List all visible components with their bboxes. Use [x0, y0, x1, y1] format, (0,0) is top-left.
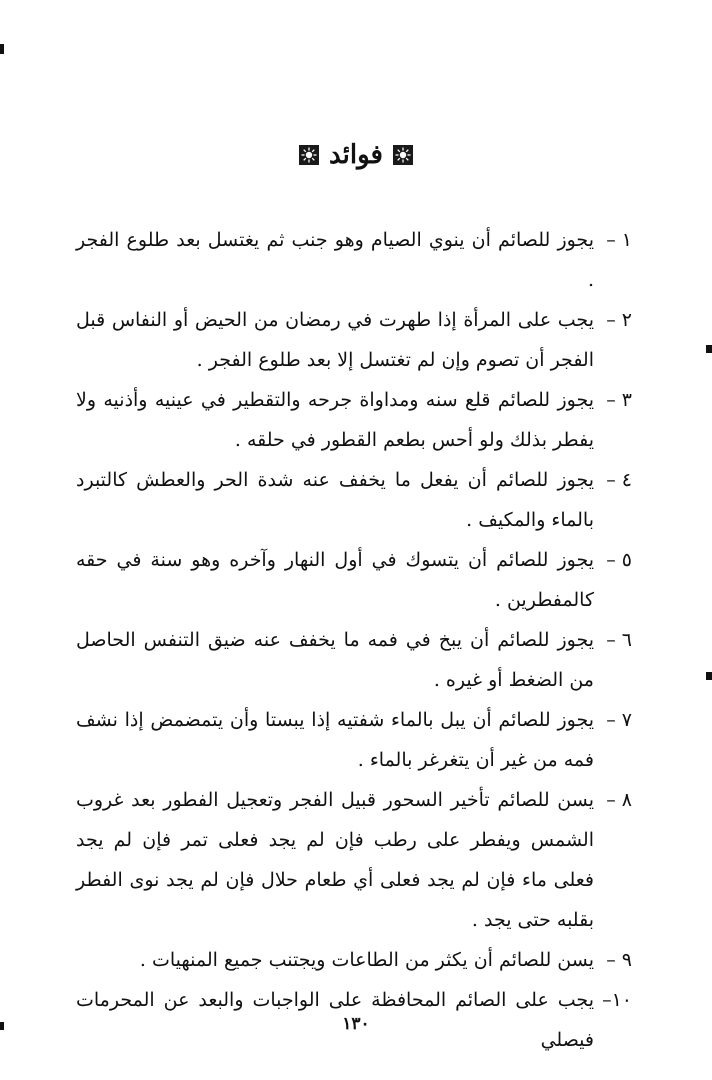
item-number: ٥ –: [606, 549, 632, 571]
list-item: [76, 780, 632, 940]
list-item: [76, 460, 632, 540]
page-number: ١٣٠: [342, 1014, 370, 1034]
list-item: [76, 620, 632, 700]
item-number: ٩ –: [606, 949, 632, 971]
item-number: ٨ –: [606, 789, 632, 811]
item-number: ١٠–: [602, 989, 632, 1011]
item-text: يجوز للصائم أن يبل بالماء شفتيه إذا يبستا وأن يتمضمض إذا نشف فمه من غير أن يتغرغر بالماء .: [76, 709, 594, 771]
sun-in-box-icon: [299, 145, 319, 165]
title-text: فوائد: [329, 140, 383, 170]
item-number: ٢ –: [606, 309, 632, 331]
item-text: يجب على الصائم المحافظة على الواجبات والبعد عن المحرمات فيصلي: [76, 989, 594, 1051]
item-text: يسن للصائم تأخير السحور قبيل الفجر وتعجيل الفطور بعد غروب الشمس ويفطر على رطب فإن لم يجد فعلى تمر فإن لم يجد فعلى ماء فإن لم يجد فعلى أي طعام حلال فإن لم يجد نوى الفطر بقلبه حتى يجد .: [76, 789, 594, 931]
list-item: [76, 220, 632, 300]
page-title: [0, 140, 712, 170]
list-item: [76, 940, 632, 980]
scan-mark-top-left: [0, 44, 4, 54]
item-text: يسن للصائم أن يكثر من الطاعات ويجتنب جميع المنهيات .: [139, 949, 594, 971]
item-text: يجوز للصائم أن ينوي الصيام وهو جنب ثم يغتسل بعد طلوع الفجر .: [76, 229, 594, 291]
item-text: يجوز للصائم أن يتسوك في أول النهار وآخره وهو سنة في حقه كالمفطرين .: [76, 549, 594, 611]
list-item: [76, 540, 632, 620]
item-number: ١ –: [606, 229, 632, 251]
list-item: [76, 700, 632, 780]
sun-in-box-icon: [393, 145, 413, 165]
item-text: يجب على المرأة إذا طهرت في رمضان من الحيض أو النفاس قبل الفجر أن تصوم وإن لم تغتسل إلا بعد طلوع الفجر .: [76, 309, 594, 371]
item-text: يجوز للصائم قلع سنه ومداواة جرحه والتقطير في عينيه وأذنيه ولا يفطر بذلك ولو أحس بطعم القطور في حلقه .: [76, 389, 594, 451]
benefits-list: [76, 220, 632, 1060]
scan-mark-right-2: [706, 672, 712, 680]
list-item: [76, 380, 632, 460]
item-text: يجوز للصائم أن يبخ في فمه ما يخفف عنه ضيق التنفس الحاصل من الضغط أو غيره .: [76, 629, 594, 691]
item-number: ٧ –: [606, 709, 632, 731]
scan-mark-right-1: [706, 345, 712, 353]
item-number: ٤ –: [606, 469, 632, 491]
item-number: ٦ –: [606, 629, 632, 651]
item-text: يجوز للصائم أن يفعل ما يخفف عنه شدة الحر والعطش كالتبرد بالماء والمكيف .: [76, 469, 594, 531]
item-number: ٣ –: [606, 389, 632, 411]
list-item: [76, 300, 632, 380]
